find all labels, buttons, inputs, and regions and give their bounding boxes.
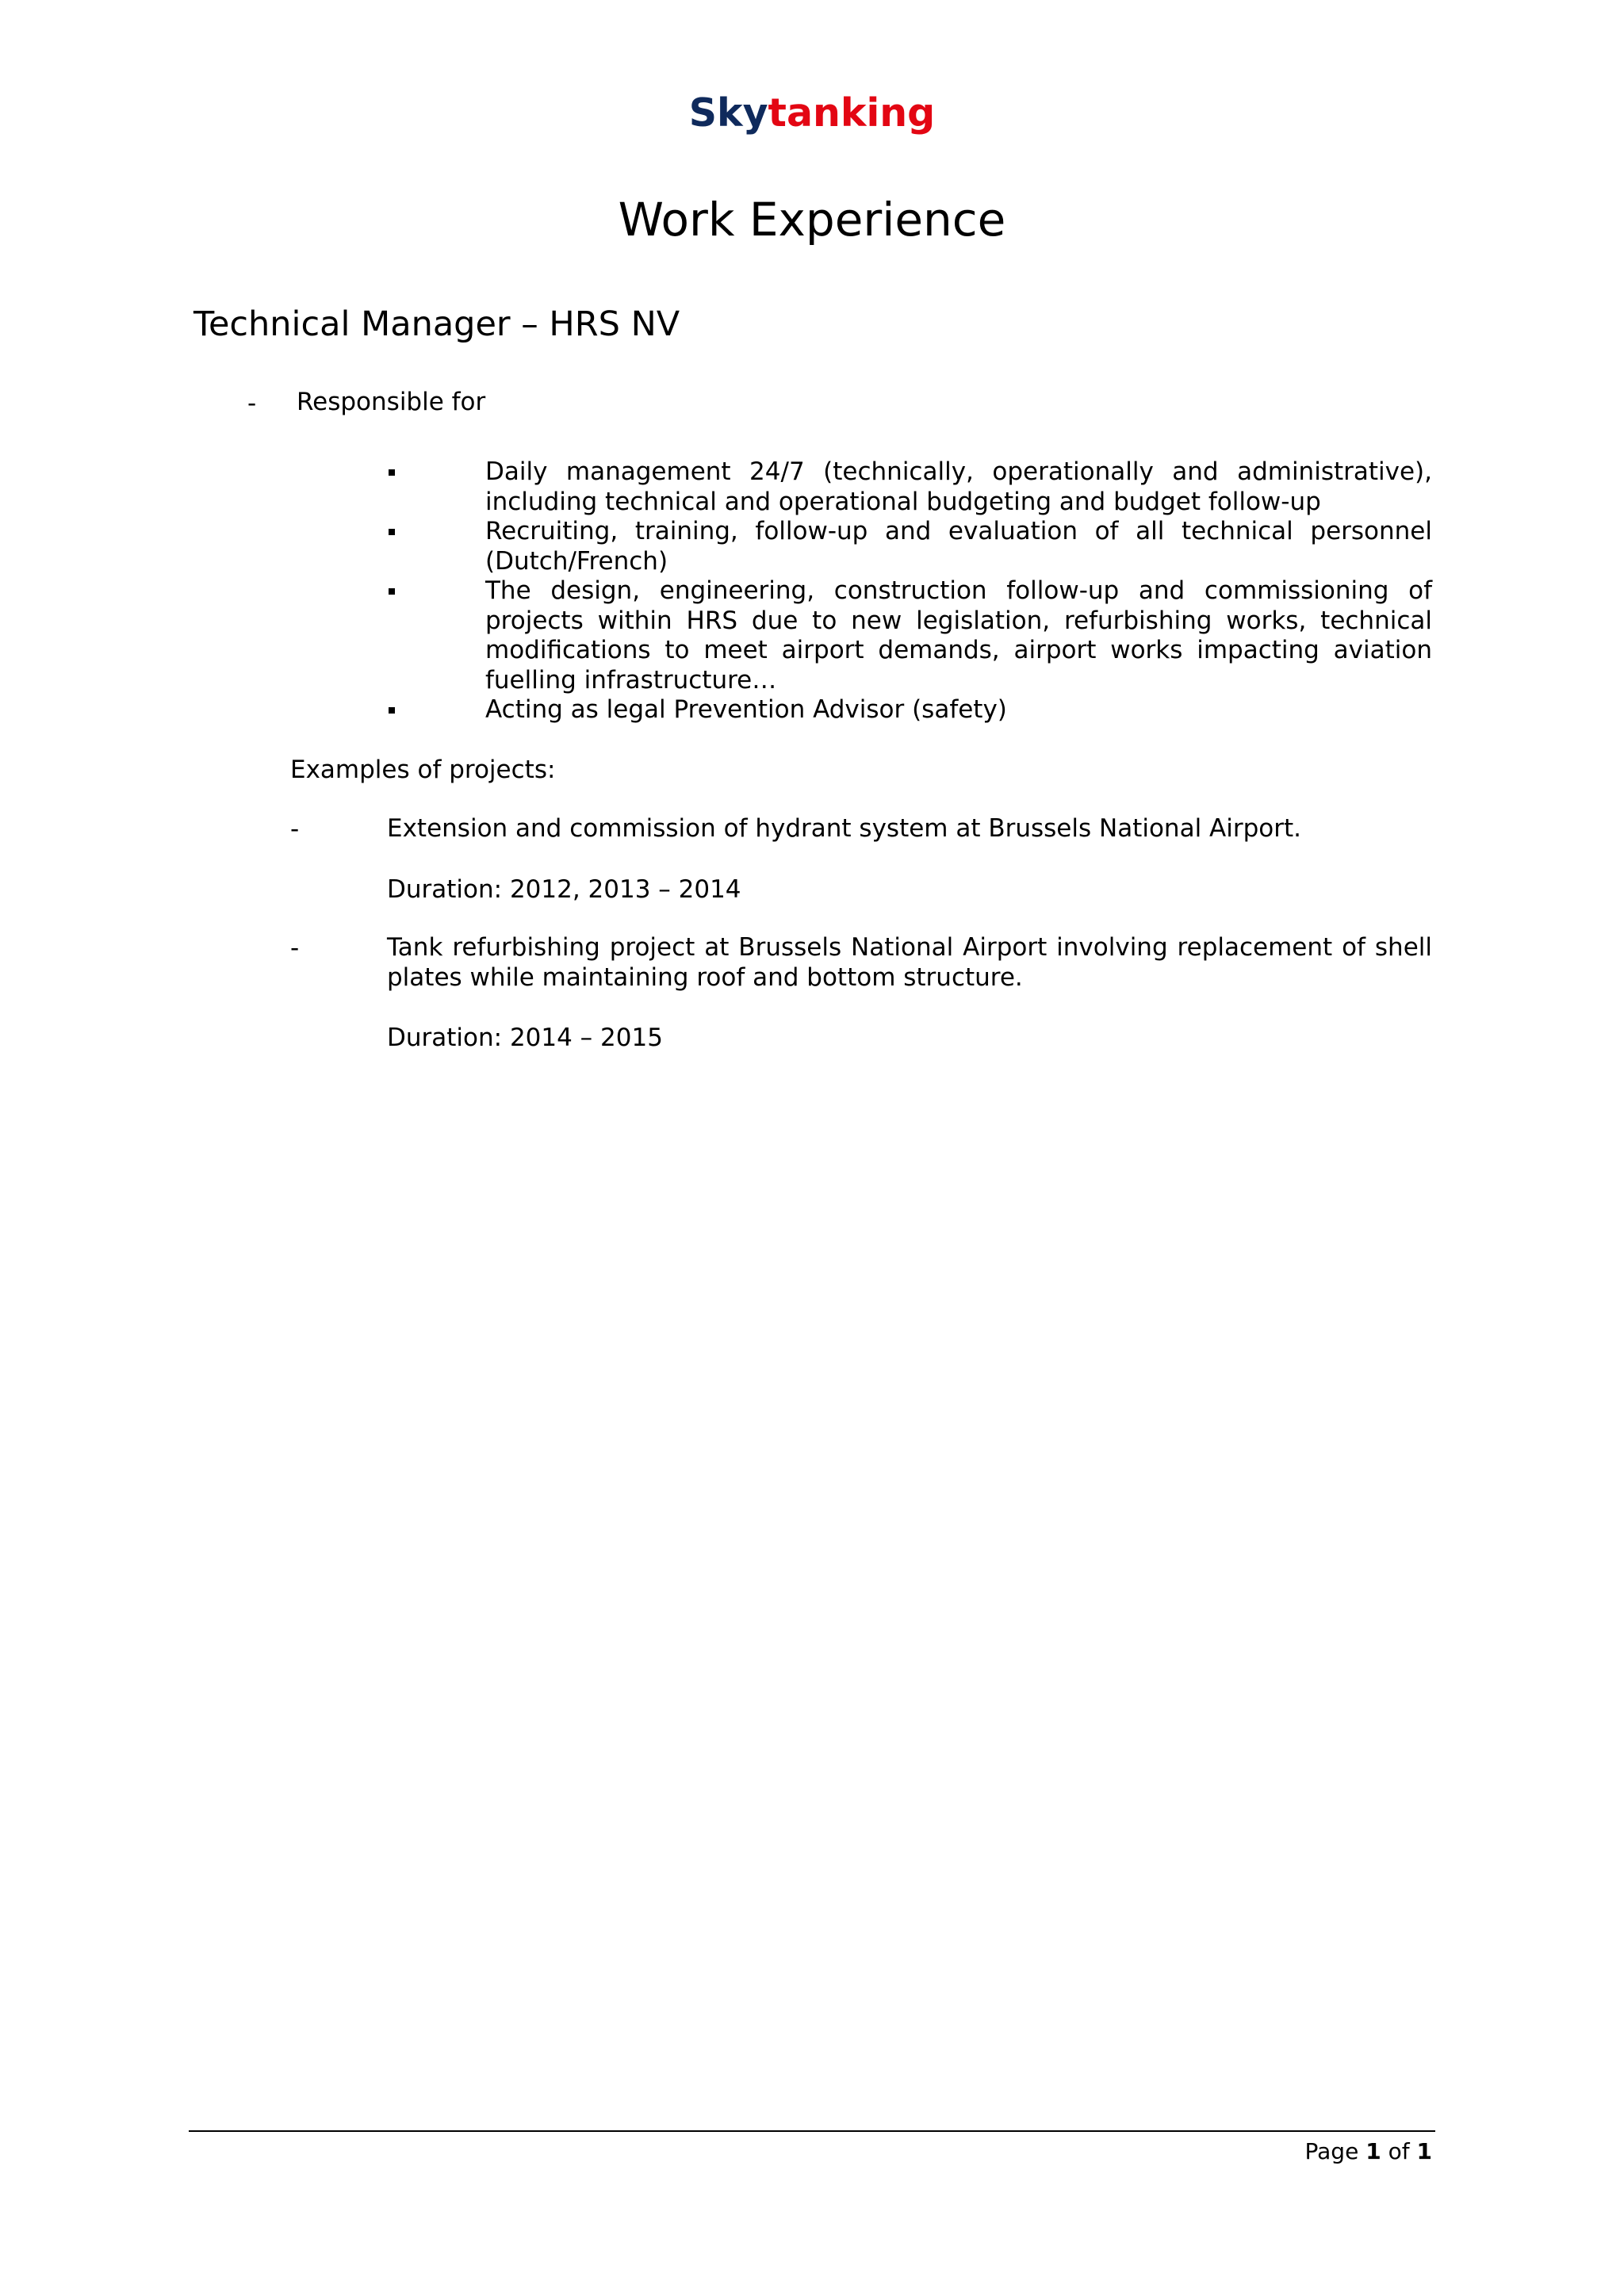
page-title: Work Experience	[618, 193, 1006, 247]
skytanking-logo	[0, 90, 1624, 136]
list-item	[389, 576, 1432, 695]
responsible-dash: -	[247, 389, 257, 418]
project-duration: Duration: 2014 – 2015	[387, 1024, 663, 1052]
project-description: Tank refurbishing project at Brussels National Airport involving replacement of shell plates while maintaining roof and bottom structure.	[387, 933, 1432, 992]
list-item	[389, 517, 1432, 576]
list-item	[389, 695, 1432, 725]
page-current: 1	[1365, 2138, 1381, 2164]
logo-sky: Sky	[688, 90, 768, 136]
footer-divider	[189, 2130, 1435, 2132]
project-dash: -	[290, 934, 300, 962]
responsibility-text: The design, engineering, construction follow-up and commissioning of projects within HRS due to new legislation, refurbishing works, technical modifications to meet airport demands, airport works impacting aviation fuelling infrastructure…	[485, 576, 1432, 695]
job-title: Technical Manager – HRS NV	[193, 304, 680, 344]
responsibility-text: Daily management 24/7 (technically, operationally and administrative), including technical and operational budgeting and budget follow-up	[485, 457, 1432, 516]
logo-tanking: tanking	[768, 90, 936, 136]
list-item	[389, 457, 1432, 517]
responsibilities-list	[389, 457, 1432, 725]
project-duration: Duration: 2012, 2013 – 2014	[387, 875, 741, 904]
square-bullet-icon	[389, 707, 395, 714]
square-bullet-icon	[389, 529, 395, 535]
square-bullet-icon	[389, 588, 395, 595]
page-number	[1305, 2137, 1432, 2167]
of-word: of	[1388, 2138, 1410, 2164]
page-total: 1	[1416, 2138, 1432, 2164]
project-description: Extension and commission of hydrant system at Brussels National Airport.	[387, 814, 1301, 843]
square-bullet-icon	[389, 469, 395, 476]
responsibility-text: Recruiting, training, follow-up and evaluation of all technical personnel (Dutch/French)	[485, 517, 1432, 576]
responsible-label: Responsible for	[297, 388, 486, 416]
project-dash: -	[290, 815, 300, 844]
responsibility-text: Acting as legal Prevention Advisor (safety)	[485, 695, 1007, 724]
page-word: Page	[1304, 2138, 1359, 2164]
examples-label: Examples of projects:	[290, 756, 556, 784]
